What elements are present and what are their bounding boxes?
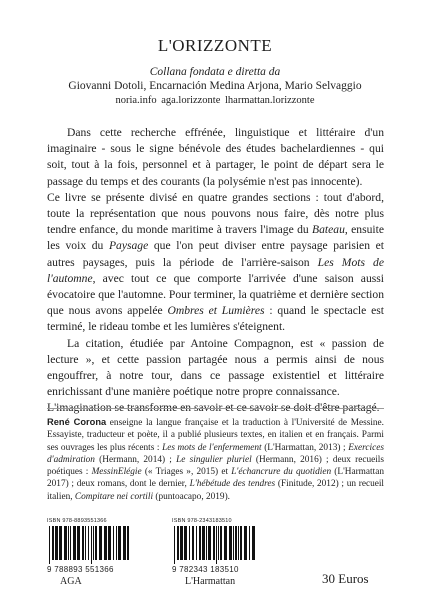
author-name: René Corona (47, 417, 107, 427)
bio-text-3: (Hermann, 2014) ; (94, 454, 177, 465)
p2-text-g: , avec tout ce que comporte l'arrivée d'une saison aussi évocatoire que l'automne. Pour terminer, la quatrième et dernière section que nous avons appelée (47, 271, 384, 318)
p2-text-c: , ensuite les voix du (47, 223, 384, 253)
divider (47, 408, 384, 409)
bio-title-2: Exercices d'admiration (47, 442, 384, 465)
p2-text-a: Ce livre se présente divisé en quatre grandes sections : tout d'abord, toute la représentation que nous pouvons nous faire, dès notre plus tendre enfance, du monde maritime à travers l'image du (47, 190, 384, 237)
bio-title-5: L'échancrure du quotidien (231, 467, 332, 478)
publisher-harmattan: L'Harmattan (185, 576, 236, 587)
bio-title-3: Le singulier pluriel (176, 454, 252, 465)
isbn-label: ISBN 978-8893551366 (47, 518, 107, 524)
paragraph-1: Dans cette recherche effrénée, linguistique et littéraire d'un imaginaire - sous le signe bénévole des études bachelardiennes - qui soit, tout à la fois, personnel et à partager, le point de départ sera le passage du temps et des courants (la polysémie n'est pas innocente). (47, 126, 384, 188)
links-line: noria.info aga.lorizzonte lharmattan.lorizzonte (115, 95, 315, 106)
paragraph-4: L'imagination se transforme en savoir et ce savoir se doit d'être partagé. (47, 401, 380, 415)
barcode-aga (47, 518, 133, 574)
bio-title-7: Compitare nei cortili (74, 491, 154, 502)
editors-line: Giovanni Dotoli, Encarnación Medina Arjona, Mario Selvaggio (68, 80, 362, 92)
bio-text-6: (L'Harmattan 2017) ; deux romans, dont le dernier, (47, 467, 384, 490)
bio-title-4: MessinElégie (91, 467, 142, 478)
barcode-number: 9 782343 183510 (172, 565, 239, 574)
p2-italic-paysage: Paysage (108, 239, 149, 253)
price: 30 Euros (322, 571, 369, 586)
barcode-bars-icon (172, 526, 258, 564)
paragraph-2 (47, 190, 384, 336)
back-cover-text (47, 125, 384, 417)
p2-text-e: que l'on peut diviser entre paysage parisien et autres paysages, puis la période de l'arrière-saison (47, 239, 384, 269)
bio-title-6: L'hébétude des tendres (189, 479, 276, 490)
bio-text-1: enseigne la langue française et la traduction à l'Université de Messine. Essayiste, traducteur et poète, il a publié plusieurs textes, en italien et en français. Parmi ses ouvrages les plus récents : (47, 418, 385, 453)
collection-line: Collana fondata e diretta da (149, 66, 281, 78)
p2-italic-automne: Les Mots de l'automne (47, 255, 384, 285)
barcode-harmattan (172, 518, 258, 574)
p2-text-i: : quand le spectacle est terminé, le rideau tombe et les lumières s'éteignent. (47, 304, 384, 334)
isbn-label: ISBN 978-2343183510 (172, 518, 232, 524)
bio-text-7: (Finitude, 2012) ; un recueil italien, (47, 479, 385, 502)
series-title: L'ORIZZONTE (157, 36, 273, 55)
author-bio (47, 416, 384, 503)
barcode-number: 9 788893 551366 (47, 565, 114, 574)
bio-text-2: (L'Harmattan, 2013) ; (261, 442, 349, 453)
p2-italic-bateau: Bateau (312, 223, 345, 237)
paragraph-3: La citation, étudiée par Antoine Compagnon, est « passion de lecture », et cette passion partagée nous a permis ainsi de nous engouffrer, à notre tour, dans ce passage existentiel et littéraire enrichissant d'une manière poétique notre propre connaissance. (47, 336, 384, 399)
p2-italic-ombres: Ombres et Lumières (167, 304, 265, 318)
publisher-aga: AGA (60, 576, 82, 587)
header (0, 36, 430, 106)
bio-text-5: (« Triages », 2015) et (141, 467, 232, 478)
bio-text-4: (Hermann, 2016) ; deux recueils poétiques : (47, 454, 385, 478)
bio-title-1: Les mots de l'enfermement (162, 442, 262, 453)
barcode-bars-icon (47, 526, 133, 564)
bio-text-8: (puntoacapo, 2019). (153, 491, 230, 502)
